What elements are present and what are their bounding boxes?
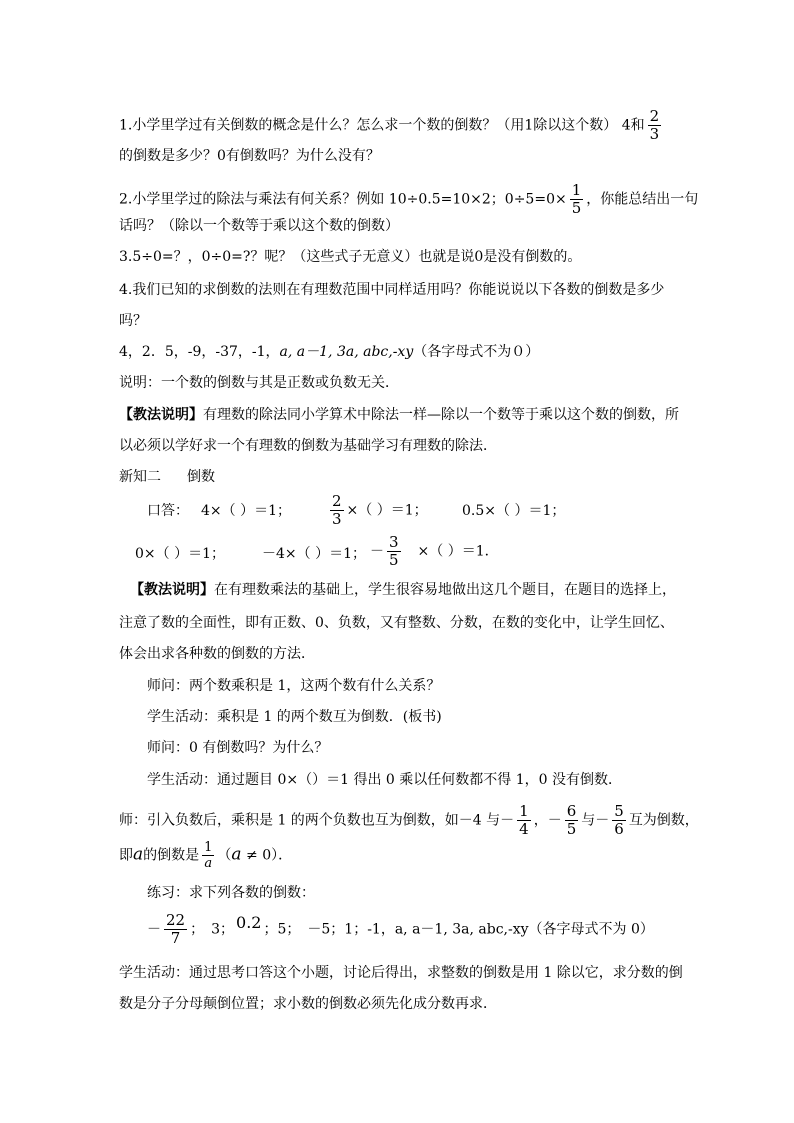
number-list-variables: a, a－1, 3a, abc,-xy: [279, 344, 414, 360]
student-activity-3-line-1: 学生活动：通过思考口答这个小题，讨论后得出，求整数的倒数是用 1 除以它，求分数的倒: [119, 965, 683, 981]
question-1-text: 1.小学里学过有关倒数的概念是什么？怎么求一个数的倒数？（用1除以这个数） 4和: [119, 117, 645, 134]
fraction-numerator: 2: [332, 492, 342, 510]
fraction-numerator: 2: [649, 107, 660, 125]
teaching-note-2-line-1: [130, 581, 676, 599]
fraction-twentytwo-sevenths: [164, 912, 187, 947]
fraction-denominator: 5: [571, 199, 582, 217]
fraction-numerator: 1: [571, 181, 582, 199]
fraction-one-fifth: [570, 182, 584, 217]
fraction-denominator: a: [204, 856, 213, 871]
teaching-note-2-line-3: 体会出求各种数的倒数的方法．: [119, 646, 315, 662]
fraction-two-thirds: [648, 108, 662, 143]
teaching-note-tag: 【教法说明】: [119, 407, 203, 423]
condition-text: ≠ 0）．: [241, 847, 293, 864]
student-activity-3-line-2: 数是分子分母颠倒位置；求小数的倒数必须先化成分数再求．: [119, 996, 497, 1012]
section-heading: [119, 468, 215, 486]
exercise-list: [147, 912, 654, 947]
teaching-note-tag: 【教法说明】: [130, 582, 214, 598]
question-2-line-1: [119, 182, 698, 217]
decimal-value: 0.2: [236, 912, 262, 932]
student-activity-1: 学生活动：乘积是 1 的两个数互为倒数．(板书): [147, 709, 442, 725]
fraction-denominator: 4: [519, 820, 529, 838]
question-2-tail: ，你能总结出一句: [586, 191, 699, 208]
teacher-statement-tail: 互为倒数，: [628, 812, 699, 829]
fraction-denominator: 3: [649, 125, 660, 143]
teaching-note-2-line-2: 注意了数的全面性，即有正数、0、负数，又有整数、分数，在数的变化中，让学生回忆、: [119, 615, 674, 631]
fraction-numerator: 6: [566, 802, 577, 820]
section-title: 倒数: [187, 469, 215, 485]
separator-text: ，－: [533, 812, 562, 829]
fraction-numerator: 1: [519, 802, 529, 820]
oral-exercise-4: 0×（ ）＝1；: [135, 546, 225, 562]
exercise-text-1: ； 3；: [190, 921, 235, 938]
definition-prefix: 即: [119, 847, 133, 864]
exercise-text-2: ；5； －5；1；-1，a, a－1, 3a, abc,-xy（各字母式不为 0）: [263, 921, 654, 938]
number-list-numbers: 4，2．5，-9，-37，-1，: [119, 344, 280, 360]
teacher-question-2: 师问：0 有倒数吗？为什么？: [147, 740, 329, 756]
number-list: [119, 343, 539, 361]
teaching-note-text: 有理数的除法同小学算术中除法一样—除以一个数等于乘以这个数的倒数，所: [203, 407, 679, 423]
oral-exercise-2: [327, 493, 428, 528]
teacher-statement: [119, 803, 699, 838]
fraction-denominator: 6: [614, 820, 624, 838]
variable-a: a: [133, 844, 144, 865]
teaching-note-1-line-2: 以必须以学好求一个有理数的倒数为基础学习有理数的除法．: [119, 438, 497, 454]
question-2-text: 2.小学里学过的除法与乘法有何关系？例如 10÷0.5=10×2；0÷5=0×: [119, 191, 567, 208]
fraction-three-fifths: [387, 534, 401, 569]
fraction-five-sixths: [612, 803, 626, 838]
fraction-denominator: 7: [170, 929, 181, 947]
exercise-label: 练习：求下列各数的倒数：: [147, 885, 315, 901]
question-4-line-1: 4.我们已知的求倒数的法则在有理数范围中同样适用吗？你能说说以下各数的倒数是多少: [119, 282, 665, 298]
oral-exercise-5: －4×（ ）＝1；: [262, 546, 366, 562]
fraction-numerator: 3: [389, 533, 399, 551]
student-activity-2: 学生活动：通过题目 0×（）＝1 得出 0 乘以任何数都不得 1，0 没有倒数．: [147, 772, 622, 788]
oral-exercise-6-rest: ×（ ）＝1．: [417, 543, 499, 560]
question-4-line-2: 吗？: [119, 313, 147, 329]
teaching-note-1-line-1: [119, 406, 679, 424]
negative-sign: －: [370, 543, 384, 560]
fraction-one-over-a: [202, 840, 214, 871]
teacher-question-1: 师问：两个数乘积是 1，这两个数有什么关系？: [147, 678, 441, 694]
question-1-line-1: [119, 108, 664, 143]
reciprocal-definition: [119, 840, 292, 871]
number-list-condition: （各字母式不为０）: [413, 344, 540, 360]
oral-exercise-6: [370, 534, 499, 569]
fraction-one-fourth: [517, 803, 531, 838]
definition-middle: 的倒数是: [143, 847, 200, 864]
oral-exercise-1: 4×（ ）＝1；: [201, 503, 291, 519]
question-2-line-2: 话吗？（除以一个数等于乘以这个数的倒数）: [119, 218, 399, 234]
connector-text: 与－: [581, 812, 610, 829]
oral-exercise-2-rest: ×（ ）＝1；: [346, 502, 428, 519]
oral-label: 口答：: [147, 503, 189, 519]
fraction-denominator: 5: [389, 551, 399, 569]
fraction-six-fifths: [565, 803, 579, 838]
explanation-note: 说明：一个数的倒数与其是正数或负数无关．: [119, 375, 399, 391]
condition-open: （: [217, 847, 232, 864]
fraction-denominator: 3: [332, 510, 342, 528]
section-label: 新知二: [119, 469, 161, 485]
fraction-two-thirds: [330, 493, 344, 528]
fraction-numerator: 1: [204, 840, 213, 855]
fraction-numerator: 5: [614, 802, 624, 820]
question-3: 3.5÷0=？，0÷0=?？呢？（这些式子无意义）也就是说0是没有倒数的。: [119, 249, 582, 265]
fraction-denominator: 5: [566, 820, 577, 838]
oral-exercise-3: 0.5×（ ）＝1；: [462, 503, 566, 519]
fraction-numerator: 22: [166, 911, 186, 929]
negative-sign: －: [147, 921, 161, 938]
teacher-statement-text: 师：引入负数后，乘积是 1 的两个负数也互为倒数，如－4 与－: [119, 812, 515, 829]
question-1-line-2: 的倒数是多少？0有倒数吗？为什么没有？: [119, 148, 380, 164]
teaching-note-text: 在有理数乘法的基础上，学生很容易地做出这几个题目，在题目的选择上，: [214, 582, 676, 598]
variable-a: a: [231, 844, 242, 865]
